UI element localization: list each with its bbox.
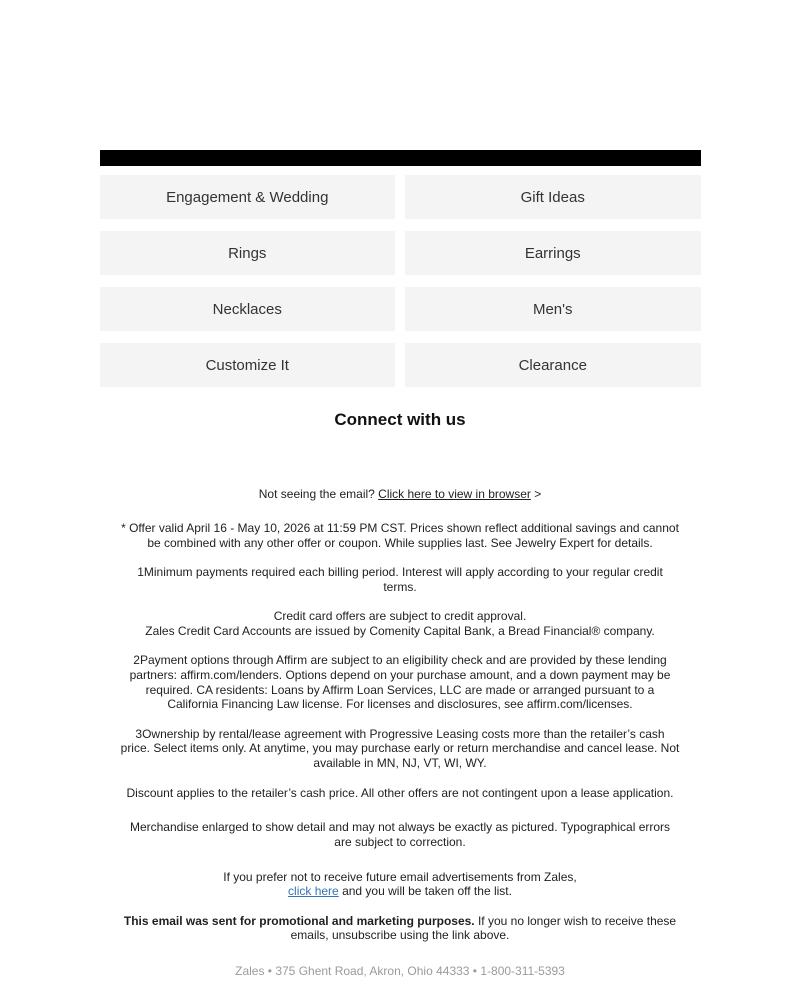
nav-button-engagement-wedding[interactable]: Engagement & Wedding [100, 175, 396, 219]
view-in-browser-prefix: Not seeing the email? [258, 487, 379, 501]
unsubscribe-click-here-link[interactable]: click here [288, 884, 339, 899]
legal-credit-line2: Zales Credit Card Accounts are issued by Comenity Capital Bank, a Bread Financial® company. [145, 623, 655, 638]
promo-purpose-paragraph [120, 914, 680, 943]
connect-with-us-heading: Connect with us [334, 410, 466, 429]
legal-affirm: 2Payment options through Affirm are subject to an eligibility check and are provided by these lending partners: affirm.com/lenders. Options depend on your purchase amount, and a down payment may be required. CA residents: Loans by Affirm Loan Services, LLC are made or arranged pursuant to a California Financing Law license. For licenses and disclosures, see affirm.com/licenses. [129, 653, 671, 712]
legal-offer-validity: * Offer valid April 16 - May 10, 2026 at 11:59 PM CST. Prices shown reflect additional savings and cannot be combined with any other offer or coupon. While supplies last. See Jewelry Expert for details. [121, 521, 679, 550]
nav-button-gift-ideas[interactable]: Gift Ideas [405, 175, 701, 219]
unsubscribe-line2-wrap [120, 884, 680, 899]
view-in-browser-line [100, 487, 701, 501]
nav-button-necklaces[interactable]: Necklaces [100, 287, 396, 331]
category-nav-grid [100, 175, 701, 387]
email-body [100, 0, 701, 978]
view-in-browser-link[interactable]: Click here to view in browser [378, 487, 531, 501]
promo-bold-text: This email was sent for promotional and marketing purposes. [123, 913, 475, 928]
legal-minimum-payments: 1Minimum payments required each billing period. Interest will apply according to your regular credit terms. [137, 565, 663, 594]
legal-credit-line1: Credit card offers are subject to credit approval. [273, 609, 527, 624]
legal-disclosures [120, 521, 680, 943]
unsubscribe-line2-text: and you will be taken off the list. [338, 884, 512, 899]
nav-button-clearance[interactable]: Clearance [405, 343, 701, 387]
legal-discount: Discount applies to the retailer’s cash price. All other offers are not contingent upon a lease application. [126, 785, 674, 800]
view-in-browser-suffix: > [530, 487, 542, 501]
company-address: Zales • 375 Ghent Road, Akron, Ohio 44333 • 1-800-311-5393 [235, 964, 565, 979]
unsubscribe-line1: If you prefer not to receive future email advertisements from Zales, [223, 869, 577, 884]
nav-button-rings[interactable]: Rings [100, 231, 396, 275]
nav-button-customize-it[interactable]: Customize It [100, 343, 396, 387]
unsubscribe-paragraph [120, 870, 680, 899]
promo-rest-text: If you no longer wish to receive these emails, unsubscribe using the link above. [290, 913, 677, 943]
nav-button-earrings[interactable]: Earrings [405, 231, 701, 275]
nav-button-mens[interactable]: Men's [405, 287, 701, 331]
top-divider-bar [100, 150, 701, 166]
social-icons-area [100, 430, 701, 487]
legal-merchandise: Merchandise enlarged to show detail and may not always be exactly as pictured. Typographical errors are subject to correction. [129, 820, 671, 849]
legal-progressive-leasing: 3Ownership by rental/lease agreement with Progressive Leasing costs more than the retailer’s cash price. Select items only. At anytime, you may purchase early or return merchandise and cancel lease. Not available in MN, NJ, VT, WI, WY. [120, 726, 680, 771]
legal-credit-card [120, 609, 680, 638]
